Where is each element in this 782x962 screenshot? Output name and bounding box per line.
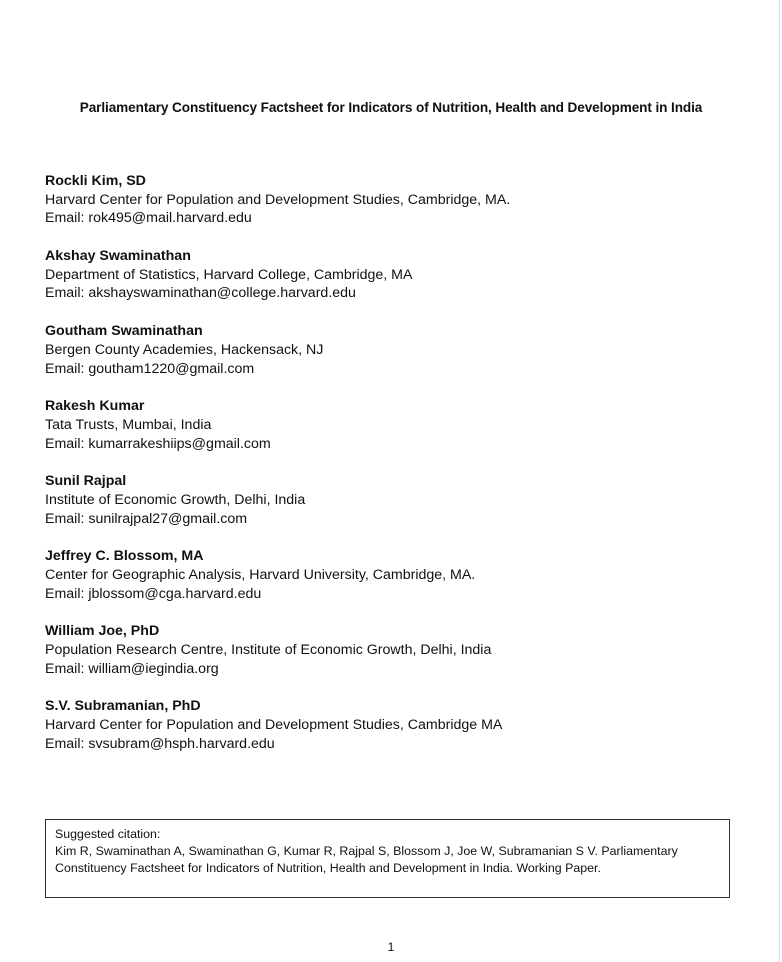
page-edge	[779, 0, 780, 962]
author-name: Goutham Swaminathan	[45, 323, 203, 340]
author-name: S.V. Subramanian, PhD	[45, 698, 201, 715]
author-affiliation: Bergen County Academies, Hackensack, NJ	[45, 341, 324, 358]
author-entry	[45, 322, 745, 378]
author-email: Email: kumarrakeshiips@gmail.com	[45, 435, 271, 452]
author-email: Email: jblossom@cga.harvard.edu	[45, 585, 262, 602]
author-list	[45, 172, 745, 773]
author-name: Sunil Rajpal	[45, 473, 127, 490]
author-entry	[45, 622, 745, 678]
author-affiliation: Center for Geographic Analysis, Harvard University, Cambridge, MA.	[45, 567, 476, 583]
author-entry	[45, 697, 745, 753]
author-name: William Joe, PhD	[45, 623, 160, 640]
author-affiliation: Population Research Centre, Institute of Economic Growth, Delhi, India	[45, 642, 492, 659]
author-email: Email: akshayswaminathan@college.harvard.edu	[45, 285, 356, 302]
author-email: Email: goutham1220@gmail.com	[45, 360, 255, 377]
citation-text: Kim R, Swaminathan A, Swaminathan G, Kumar R, Rajpal S, Blossom J, Joe W, Subramanian S V. Parliamentary Constituency Factsheet for Indicators of Nutrition, Health and Development in India. Working Paper.	[55, 844, 678, 875]
author-name: Akshay Swaminathan	[45, 248, 191, 265]
author-affiliation: Harvard Center for Population and Development Studies, Cambridge, MA.	[45, 191, 511, 208]
author-email: Email: rok495@mail.harvard.edu	[45, 210, 252, 227]
author-entry	[45, 472, 745, 528]
citation-box	[45, 819, 730, 898]
author-affiliation: Department of Statistics, Harvard College, Cambridge, MA	[45, 266, 413, 283]
author-entry	[45, 172, 745, 228]
author-entry	[45, 547, 745, 603]
author-email: Email: sunilrajpal27@gmail.com	[45, 510, 248, 527]
author-affiliation: Harvard Center for Population and Development Studies, Cambridge MA	[45, 717, 503, 734]
author-affiliation: Tata Trusts, Mumbai, India	[45, 416, 212, 433]
page-number: 1	[387, 940, 395, 954]
author-affiliation: Institute of Economic Growth, Delhi, India	[45, 491, 306, 508]
author-entry	[45, 247, 745, 303]
author-email: Email: william@iegindia.org	[45, 660, 219, 677]
document-title: Parliamentary Constituency Factsheet for Indicators of Nutrition, Health and Development in India	[79, 100, 703, 115]
author-email: Email: svsubram@hsph.harvard.edu	[45, 735, 275, 752]
citation-label: Suggested citation:	[55, 827, 161, 841]
author-name: Rakesh Kumar	[45, 398, 145, 415]
author-entry	[45, 397, 745, 453]
author-name: Rockli Kim, SD	[45, 173, 146, 189]
author-name: Jeffrey C. Blossom, MA	[45, 548, 204, 565]
